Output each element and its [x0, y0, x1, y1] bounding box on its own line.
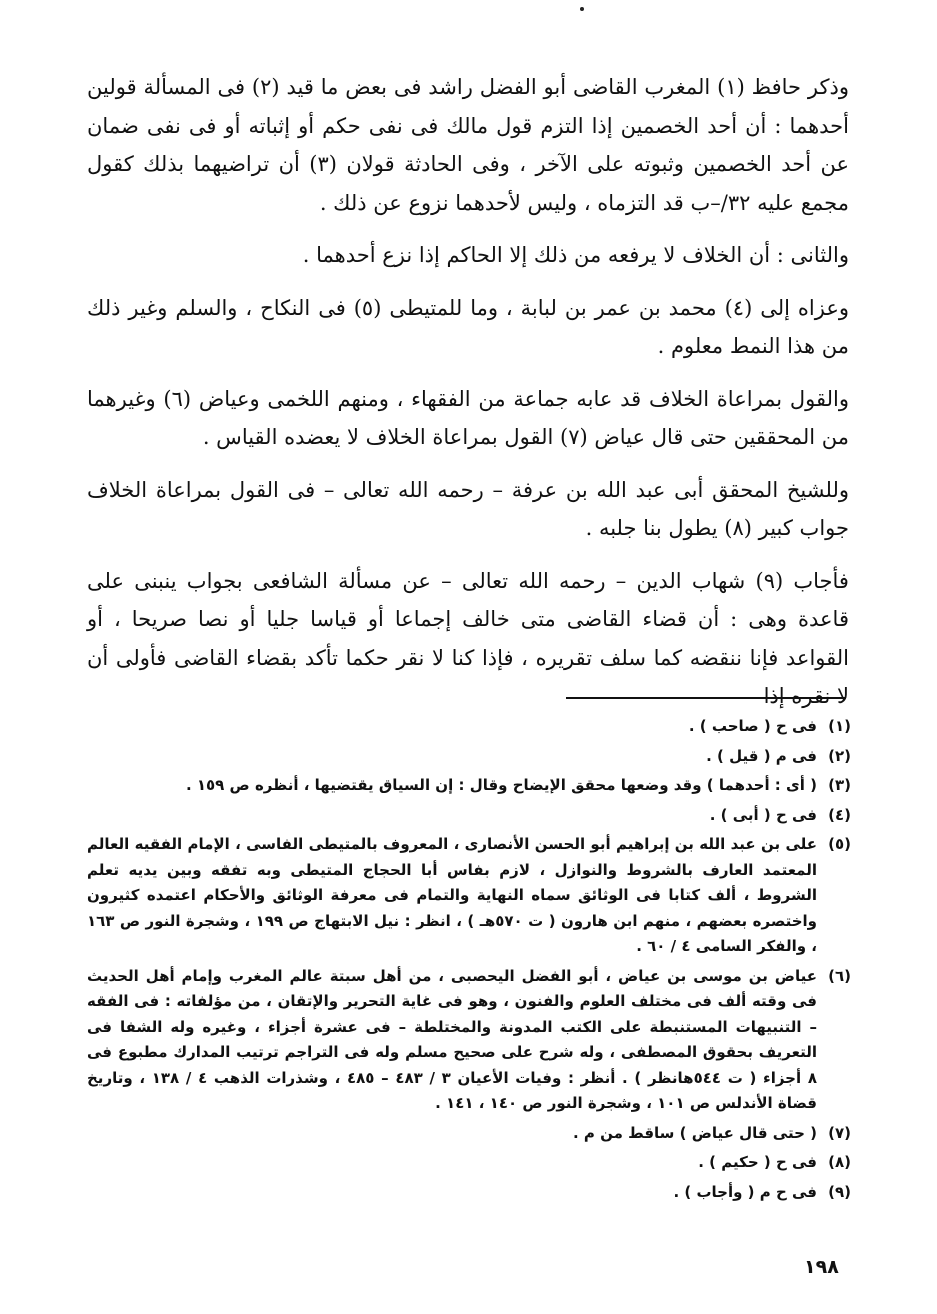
footnote-number: (٣): [828, 776, 851, 794]
paragraph: وعزاه إلى (٤) محمد بن عمر بن لبابة ، وما للمتيطى (٥) فى النكاح ، والسلم وغير ذلك من هذا النمط معلوم .: [87, 295, 849, 358]
footnote: [87, 773, 851, 799]
paragraph: والقول بمراعاة الخلاف قد عابه جماعة من الفقهاء ، ومنهم اللخمى وعياض (٦) وغيرهما من المحققين حتى قال عياض (٧) القول بمراعاة الخلاف لا يعضده القياس .: [87, 386, 849, 449]
footnote-number: (٢): [828, 746, 851, 765]
footnote-number: (٤): [828, 805, 851, 824]
footnote: [87, 1180, 851, 1206]
footnote: [87, 714, 851, 740]
footnote-number: (٥): [828, 835, 851, 853]
footnote-number: (٩): [828, 1182, 851, 1201]
footnote-number: (١): [828, 717, 851, 735]
footnote-text: فى ح ( أبى ) .: [709, 805, 817, 824]
footnote-text: فى م ( قيل ) .: [706, 746, 817, 765]
footnote: [87, 1121, 851, 1147]
paragraph: وذكر حافظ (١) المغرب القاضى أبو الفضل راشد فى بعض ما قيد (٢) فى المسألة قولين أحدهما : أن أحد الخصمين إذا التزم قول مالك فى نفى حكم أو إثباته أو فى نفى ضمان عن أحد الخصمين وثبوته على الآخر ، وفى الحادثة قولان (٣) أن تراضيهما بذلك كقول مجمع عليه ٣٢/–ب قد التزماه ، وليس لأحدهما نزوع عن ذلك .: [87, 75, 850, 215]
footnote-text: ( حتى قال عياض ) ساقط من م .: [573, 1123, 817, 1142]
footnote: [87, 1150, 851, 1176]
footnote: [87, 832, 851, 960]
footnote-text: على بن عبد الله بن إبراهيم أبو الحسن الأنصارى ، المعروف بالمتيطى الفاسى ، الإمام الفقيه العالم المعتمد العارف بالشروط والنوازل ، لازم بفاس أبا الحجاج المتيطى وبه تفقه وبين يديه تعلم الشروط ، ألف كتابا فى الوثائق سماه النهاية والتمام فى معرفة الوثائق والأحكام اعتمده كثيرون واختصره بعضهم ، منهم ابن هارون ( ت ٥٧٠هـ ) ، انظر : نيل الابتهاج ص ١٩٩ ، وشجرة النور ص ١٦٣ ، والفكر السامى ٤ / ٦٠ .: [87, 835, 818, 955]
footnote-number: (٧): [828, 1123, 851, 1142]
main-text-body: [87, 68, 849, 730]
footnote: [87, 803, 851, 829]
footnote: [87, 964, 851, 1117]
page-number: ١٩٨: [804, 1256, 839, 1278]
footnote-text: عياض بن موسى بن عياض ، أبو الفضل اليحصبى ، من أهل سبتة عالم المغرب وإمام أهل الحديث فى وقته ألف فى مختلف العلوم والفنون ، وهو فى غاية التحرير والإتقان ، من مؤلفاته : فى الفقه – التنبيهات المستنبطة على الكتب المدونة والمختلطة – فى عشرة أجزاء ، وغيره وله الشفا فى التعريف بحقوق المصطفى ، وله شرح على صحيح مسلم وله فى التراجم ترتيب المدارك مطبوع فى ٨ أجزاء ( ت ٥٤٤هانظر ) . أنظر : وفيات الأعيان ٣ / ٤٨٣ – ٤٨٥ ، وشذرات الذهب ٤ / ١٣٨ ، وتاريخ قضاة الأندلس ص ١٠١ ، وشجرة النور ص ١٤٠ ، ١٤١ .: [87, 966, 817, 1112]
paragraph: وللشيخ المحقق أبى عبد الله بن عرفة – رحمه الله تعالى – فى القول بمراعاة الخلاف جواب كبير (٨) يطول بنا جلبه .: [87, 477, 849, 540]
footnote-text: فى ح ( حكيم ) .: [698, 1153, 817, 1171]
paragraph: فأجاب (٩) شهاب الدين – رحمه الله تعالى – عن مسألة الشافعى بجواب ينبنى على قاعدة وهى : أن قضاء القاضى متى خالف إجماعا أو قياسا جليا أو نصا صريحا ، أو القواعد فإنا ننقضه كما سلف تقريره ، فإذا كنا لا نقر حكما تأكد بقضاء القاضى فأولى أن لا نقره إذا: [87, 568, 849, 708]
footnote-number: (٨): [828, 1153, 851, 1171]
paragraph: والثانى : أن الخلاف لا يرفعه من ذلك إلا الحاكم إذا نزع أحدهما .: [302, 243, 849, 267]
footnote-number: (٦): [828, 966, 851, 985]
footnotes: [87, 714, 851, 1209]
page-mark: [580, 7, 584, 11]
footnote-text: ( أى : أحدهما ) وقد وضعها محقق الإيضاح وقال : إن السياق يقتضيها ، أنظره ص ١٥٩ .: [185, 776, 817, 794]
footnote-text: فى ح ( صاحب ) .: [688, 717, 817, 735]
footnote-text: فى ح م ( وأجاب ) .: [673, 1182, 817, 1201]
footnote-separator: [566, 697, 846, 699]
footnote: [87, 744, 851, 770]
